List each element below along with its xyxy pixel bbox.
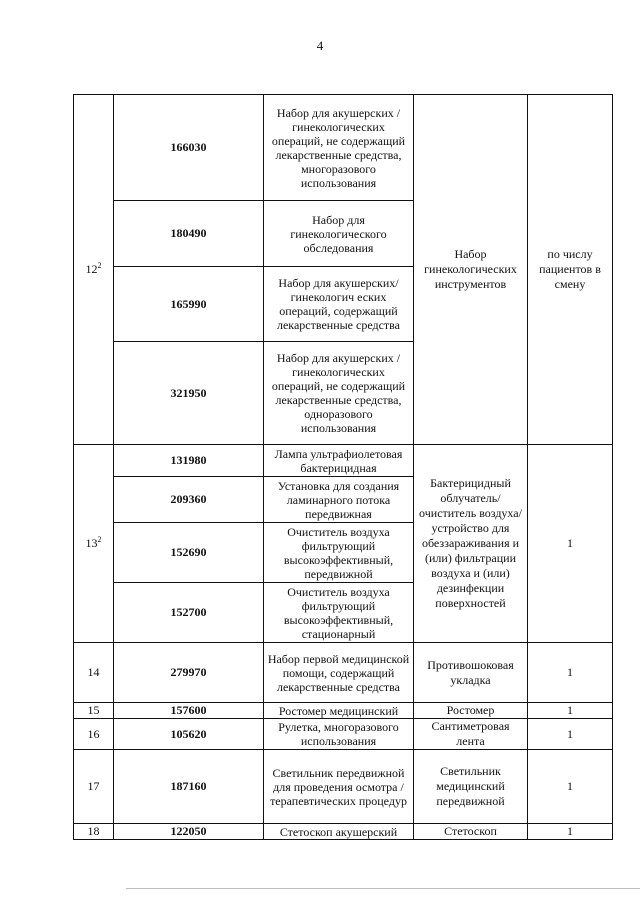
category-cell: Противошоковая укладка — [414, 643, 528, 703]
item-name-cell: Очиститель воздуха фильтрующий высокоэффективный, передвижной — [264, 523, 414, 583]
row-number-cell: 14 — [74, 643, 114, 703]
quantity-cell: 1 — [528, 824, 613, 840]
row-number-cell: 17 — [74, 750, 114, 824]
category-cell: Ростомер — [414, 703, 528, 719]
item-code-cell: 152700 — [114, 583, 264, 643]
quantity-cell: 1 — [528, 750, 613, 824]
page-edge-line — [126, 888, 640, 889]
quantity-cell: 1 — [528, 703, 613, 719]
item-code-cell: 152690 — [114, 523, 264, 583]
category-cell: Набор гинекологических инструментов — [414, 95, 528, 445]
item-name-cell: Лампа ультрафиолетовая бактерицидная — [264, 445, 414, 477]
row-number-cell: $13^2$ — [74, 445, 114, 643]
item-code-cell: 166030 — [114, 95, 264, 201]
row-number-cell: 18 — [74, 824, 114, 840]
row-number-cell: 15 — [74, 703, 114, 719]
item-name-cell: Набор для акушерских /гинекологических операций, не содержащий лекарственные средства, одноразового использования — [264, 342, 414, 445]
equipment-table-wrapper — [73, 94, 613, 840]
item-code-cell: 165990 — [114, 267, 264, 342]
item-code-cell: 321950 — [114, 342, 264, 445]
item-code-cell: 279970 — [114, 643, 264, 703]
category-cell: Бактерицидный облучатель/ очиститель воздуха/ устройство для обеззараживания и (или) фильтрации воздуха и (или) дезинфекции поверхностей — [414, 445, 528, 643]
category-cell: Стетоскоп — [414, 824, 528, 840]
row-number-cell: $12^2$ — [74, 95, 114, 445]
table-row — [74, 703, 613, 719]
item-code-cell: 157600 — [114, 703, 264, 719]
category-cell: Светильник медицинский передвижной — [414, 750, 528, 824]
quantity-cell: 1 — [528, 643, 613, 703]
item-code-cell: 209360 — [114, 477, 264, 523]
table-row — [74, 824, 613, 840]
item-name-cell: Установка для создания ламинарного потока передвижная — [264, 477, 414, 523]
page-number: 4 — [316, 38, 324, 53]
table-row — [74, 445, 613, 477]
quantity-cell: 1 — [528, 445, 613, 643]
table-row — [74, 750, 613, 824]
item-name-cell: Набор для гинекологического обследования — [264, 201, 414, 267]
table-row — [74, 95, 613, 201]
item-code-cell: 122050 — [114, 824, 264, 840]
item-name-cell: Набор для акушерских/гинекологич еских операций, содержащий лекарственные средства — [264, 267, 414, 342]
table-row — [74, 643, 613, 703]
item-name-cell: Ростомер медицинский — [264, 703, 414, 719]
item-name-cell: Стетоскоп акушерский — [264, 824, 414, 840]
item-code-cell: 105620 — [114, 719, 264, 750]
item-name-cell: Рулетка, многоразового использования — [264, 719, 414, 750]
quantity-cell: по числу пациентов в смену — [528, 95, 613, 445]
item-name-cell: Очиститель воздуха фильтрующий высокоэффективный, стационарный — [264, 583, 414, 643]
category-cell: Сантиметровая лента — [414, 719, 528, 750]
item-name-cell: Светильник передвижной для проведения осмотра /терапевтических процедур — [264, 750, 414, 824]
table-row — [74, 719, 613, 750]
equipment-table — [73, 94, 613, 840]
item-code-cell: 131980 — [114, 445, 264, 477]
row-number-cell: 16 — [74, 719, 114, 750]
item-code-cell: 180490 — [114, 201, 264, 267]
item-name-cell: Набор первой медицинской помощи, содержащий лекарственные средства — [264, 643, 414, 703]
item-name-cell: Набор для акушерских /гинекологических операций, не содержащий лекарственные средства, многоразового использования — [264, 95, 414, 201]
item-code-cell: 187160 — [114, 750, 264, 824]
quantity-cell: 1 — [528, 719, 613, 750]
